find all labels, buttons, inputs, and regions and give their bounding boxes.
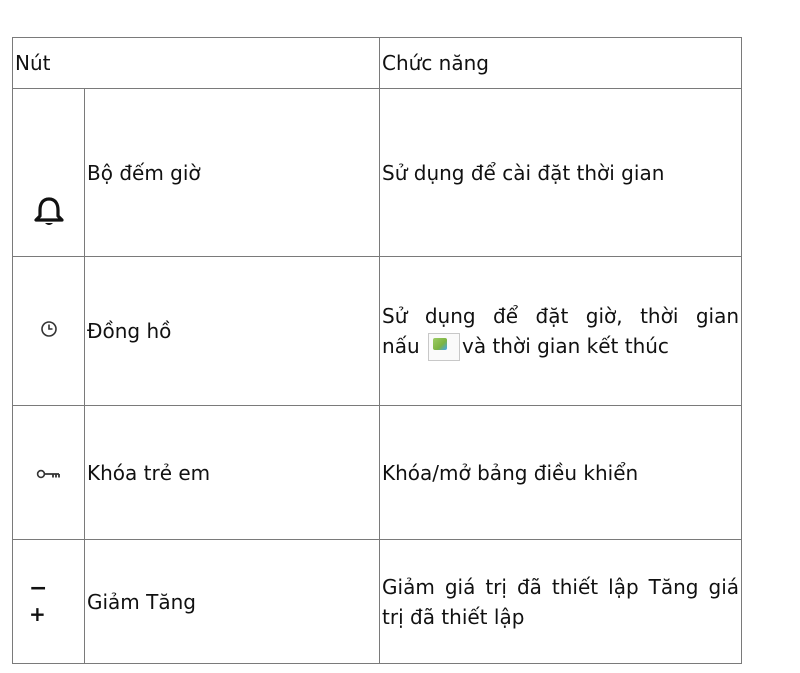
table-row bbox=[13, 406, 742, 540]
row-function bbox=[380, 257, 742, 406]
minus-icon: − bbox=[29, 575, 48, 601]
row-name: Giảm Tăng bbox=[85, 540, 380, 664]
row-function-line1: Sử dụng để đặt giờ, thời gian bbox=[382, 303, 740, 328]
row-function-line2: trị đã thiết lập bbox=[382, 604, 525, 629]
table-row bbox=[13, 89, 742, 257]
table-row bbox=[13, 257, 742, 406]
header-function: Chức năng bbox=[380, 38, 742, 89]
row-function: Sử dụng để cài đặt thời gian bbox=[380, 89, 742, 257]
row-function-line2 bbox=[382, 331, 739, 362]
key-icon bbox=[13, 406, 85, 540]
row-function-line1: Giảm giá trị đã thiết lập Tăng giá bbox=[382, 574, 740, 599]
function-text: và thời gian kết thúc bbox=[461, 333, 669, 358]
bell-icon bbox=[13, 89, 85, 257]
header-button: Nút bbox=[13, 38, 380, 89]
row-name: Bộ đếm giờ bbox=[85, 89, 380, 257]
row-name: Khóa trẻ em bbox=[85, 406, 380, 540]
plus-icon: + bbox=[29, 601, 46, 626]
row-function bbox=[380, 540, 742, 664]
table-header-row bbox=[13, 38, 742, 89]
row-name: Đồng hồ bbox=[85, 257, 380, 406]
table-row bbox=[13, 540, 742, 664]
clock-icon bbox=[13, 257, 85, 406]
broken-image-icon bbox=[428, 333, 460, 361]
minus-plus-icon bbox=[13, 540, 85, 664]
row-function: Khóa/mở bảng điều khiển bbox=[380, 406, 742, 540]
controls-table bbox=[12, 37, 742, 664]
function-text: nấu bbox=[382, 333, 420, 358]
